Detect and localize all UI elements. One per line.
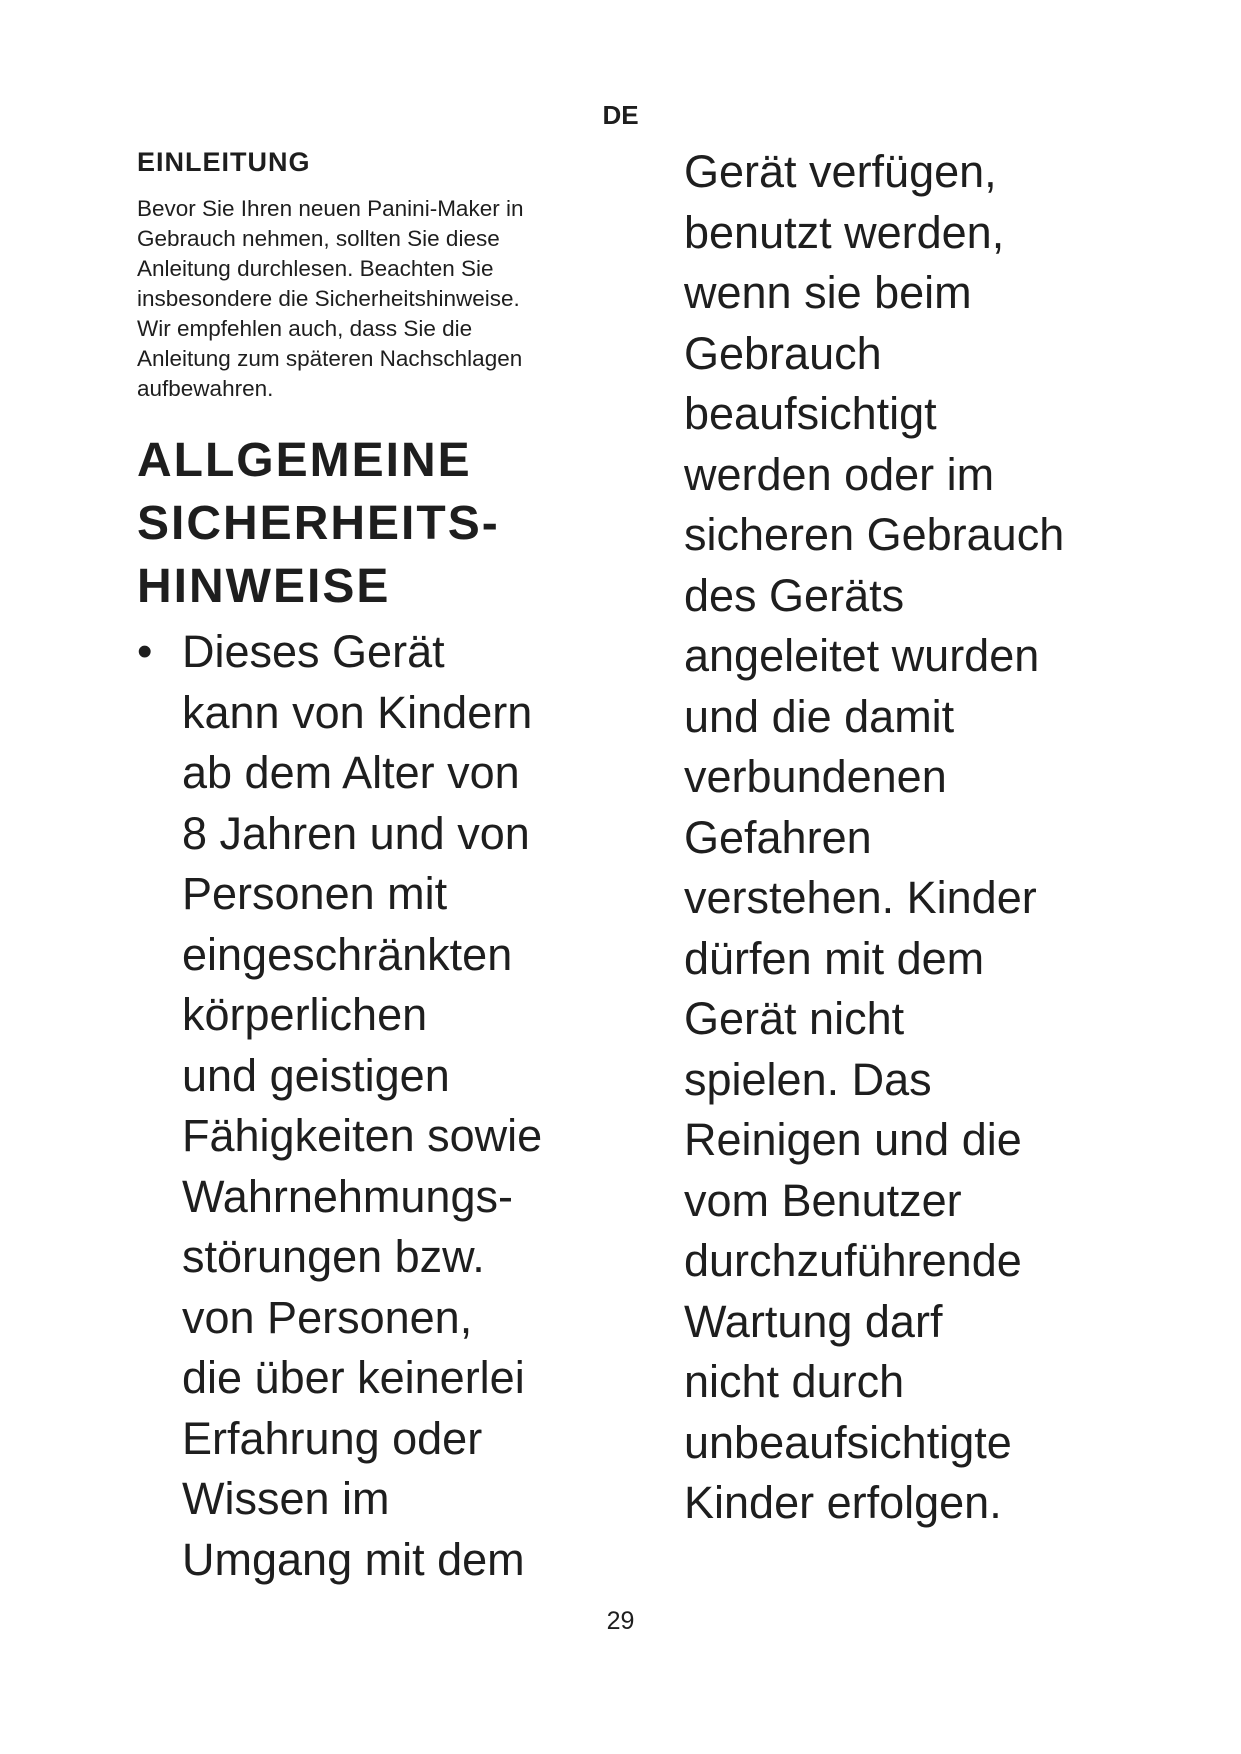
safety-text-line: angeleitet wurden bbox=[684, 630, 1040, 681]
introduction-line: Bevor Sie Ihren neuen Panini-Maker in bbox=[137, 196, 524, 221]
safety-text-line: durchzuführende bbox=[684, 1235, 1022, 1286]
safety-text-line: nicht durch bbox=[684, 1356, 905, 1407]
safety-text-line: wenn sie beim bbox=[684, 267, 972, 318]
safety-text-line: Umgang mit dem bbox=[182, 1533, 525, 1585]
safety-text-line: spielen. Das bbox=[684, 1053, 932, 1105]
safety-text-line: Fähigkeiten sowie bbox=[182, 1110, 543, 1161]
introduction-line: aufbewahren. bbox=[137, 376, 274, 401]
safety-text-line: verbundenen bbox=[684, 751, 947, 802]
safety-heading-line: ALLGEMEINE bbox=[137, 434, 472, 487]
introduction-heading: EINLEITUNG bbox=[137, 147, 311, 177]
safety-text-line: die über keinerlei bbox=[182, 1352, 525, 1403]
safety-text-line: und die damit bbox=[684, 690, 955, 742]
safety-text-line: beaufsichtigt bbox=[684, 388, 937, 439]
safety-text-line: Erfahrung oder bbox=[182, 1412, 483, 1464]
language-code: DE bbox=[602, 100, 639, 130]
introduction-line: Anleitung zum späteren Nachschlagen bbox=[137, 346, 523, 371]
safety-text-line: unbeaufsichtigte bbox=[684, 1416, 1012, 1468]
safety-heading-line: HINWEISE bbox=[137, 560, 391, 613]
safety-text-line: körperlichen bbox=[182, 989, 428, 1040]
safety-heading bbox=[137, 429, 500, 618]
safety-text-line: von Personen, bbox=[182, 1291, 473, 1343]
safety-text-line: Gerät verfügen, bbox=[684, 146, 997, 197]
safety-text-line: Gefahren bbox=[684, 811, 872, 863]
safety-bullet-text bbox=[182, 622, 542, 1590]
right-column-text bbox=[684, 142, 1064, 1534]
page-number: 29 bbox=[606, 1607, 635, 1635]
introduction-line: Wir empfehlen auch, dass Sie die bbox=[137, 316, 473, 341]
safety-text-line: werden oder im bbox=[684, 448, 995, 500]
safety-text-line: Kinder erfolgen. bbox=[684, 1477, 1002, 1528]
safety-text-line: sicheren Gebrauch bbox=[684, 509, 1065, 560]
safety-text-line: Dieses Gerät bbox=[182, 626, 445, 677]
safety-text-line: kann von Kindern bbox=[182, 686, 533, 738]
safety-text-line: eingeschränkten bbox=[182, 928, 513, 980]
safety-text-line: dürfen mit dem bbox=[684, 932, 985, 984]
safety-text-line: Wissen im bbox=[182, 1473, 390, 1524]
bullet-point: • bbox=[137, 627, 153, 676]
safety-text-line: Gebrauch bbox=[684, 327, 882, 379]
safety-text-line: vom Benutzer bbox=[684, 1174, 962, 1226]
introduction-line: Gebrauch nehmen, sollten Sie diese bbox=[137, 226, 500, 251]
safety-text-line: Wartung darf bbox=[684, 1295, 943, 1347]
introduction-line: insbesondere die Sicherheitshinweise. bbox=[137, 286, 520, 311]
safety-text-line: und geistigen bbox=[182, 1049, 450, 1101]
safety-text-line: des Geräts bbox=[684, 569, 905, 621]
safety-text-line: Reinigen und die bbox=[684, 1114, 1022, 1165]
safety-text-line: 8 Jahren und von bbox=[182, 807, 530, 859]
safety-text-line: störungen bzw. bbox=[182, 1231, 485, 1282]
introduction-text bbox=[137, 194, 607, 404]
safety-text-line: Wahrnehmungs- bbox=[182, 1170, 513, 1222]
safety-heading-line: SICHERHEITS- bbox=[137, 497, 500, 550]
safety-text-line: Personen mit bbox=[182, 868, 448, 919]
left-column bbox=[137, 144, 607, 1585]
safety-text-line: verstehen. Kinder bbox=[684, 872, 1037, 923]
safety-text-line: benutzt werden, bbox=[684, 206, 1005, 258]
safety-text-line: ab dem Alter von bbox=[182, 747, 520, 798]
introduction-line: Anleitung durchlesen. Beachten Sie bbox=[137, 256, 494, 281]
safety-text-line: Gerät nicht bbox=[684, 993, 905, 1044]
